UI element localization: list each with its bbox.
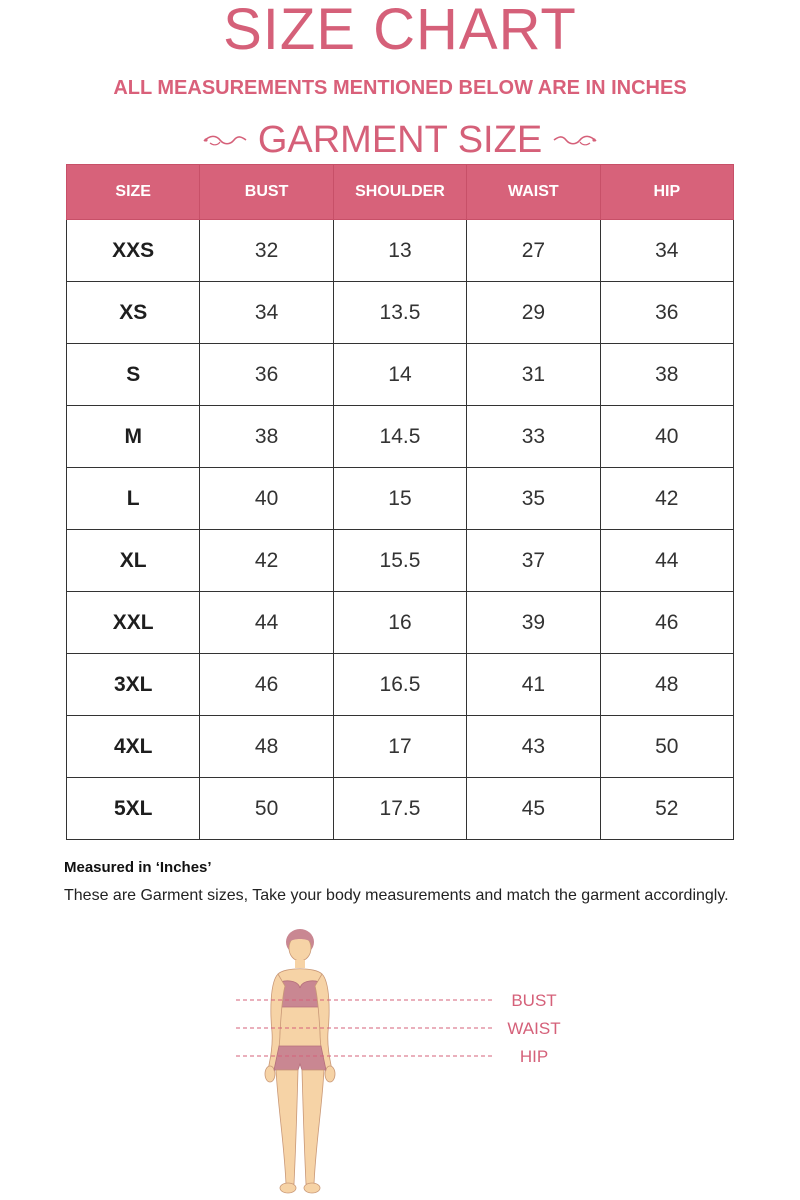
shoulder-cell: 17.5 [333, 778, 466, 840]
table-header-row [67, 165, 734, 220]
bust-cell: 46 [200, 654, 333, 716]
size-cell: 3XL [67, 654, 200, 716]
bust-cell: 36 [200, 344, 333, 406]
size-chart-table [66, 164, 734, 840]
hip-cell: 42 [600, 468, 733, 530]
size-cell: XXS [67, 220, 200, 282]
measured-label: Measured in ‘Inches’ [64, 859, 212, 876]
page-title: SIZE CHART [223, 0, 577, 62]
bust-cell: 40 [200, 468, 333, 530]
header-waist: WAIST [467, 165, 600, 220]
garment-note: These are Garment sizes, Take your body measurements and match the garment accordingly. [64, 887, 729, 904]
size-cell: 4XL [67, 716, 200, 778]
size-cell: M [67, 406, 200, 468]
table-row [67, 592, 734, 654]
bust-cell: 34 [200, 282, 333, 344]
table-row [67, 468, 734, 530]
hip-cell: 52 [600, 778, 733, 840]
waist-cell: 35 [467, 468, 600, 530]
waist-cell: 39 [467, 592, 600, 654]
size-cell: L [67, 468, 200, 530]
hip-cell: 34 [600, 220, 733, 282]
shoulder-cell: 17 [333, 716, 466, 778]
bust-cell: 38 [200, 406, 333, 468]
shoulder-cell: 15.5 [333, 530, 466, 592]
waist-cell: 41 [467, 654, 600, 716]
hip-cell: 40 [600, 406, 733, 468]
bust-label: BUST [511, 991, 557, 1010]
shoulder-cell: 16.5 [333, 654, 466, 716]
bust-cell: 48 [200, 716, 333, 778]
header-hip: HIP [600, 165, 733, 220]
bust-cell: 32 [200, 220, 333, 282]
size-cell: 5XL [67, 778, 200, 840]
measurement-unit-subtitle: ALL MEASUREMENTS MENTIONED BELOW ARE IN INCHES [113, 77, 687, 99]
hip-cell: 44 [600, 530, 733, 592]
waist-label: WAIST [507, 1019, 561, 1038]
header-shoulder: SHOULDER [333, 165, 466, 220]
header-bust: BUST [200, 165, 333, 220]
section-header [0, 118, 800, 162]
bust-cell: 42 [200, 530, 333, 592]
hip-cell: 50 [600, 716, 733, 778]
table-row [67, 220, 734, 282]
shoulder-cell: 15 [333, 468, 466, 530]
size-cell: S [67, 344, 200, 406]
waist-cell: 37 [467, 530, 600, 592]
shoulder-cell: 14.5 [333, 406, 466, 468]
hip-cell: 38 [600, 344, 733, 406]
waist-cell: 33 [467, 406, 600, 468]
table-row [67, 406, 734, 468]
hip-label: HIP [519, 1047, 549, 1066]
table-row [67, 344, 734, 406]
waist-cell: 29 [467, 282, 600, 344]
shoulder-cell: 13.5 [333, 282, 466, 344]
waist-cell: 45 [467, 778, 600, 840]
left-flourish-icon [202, 131, 248, 149]
table-row [67, 778, 734, 840]
hip-cell: 48 [600, 654, 733, 716]
bust-cell: 50 [200, 778, 333, 840]
hip-cell: 46 [600, 592, 733, 654]
waist-cell: 43 [467, 716, 600, 778]
size-cell: XXL [67, 592, 200, 654]
waist-cell: 31 [467, 344, 600, 406]
right-flourish-icon [552, 131, 598, 149]
bust-cell: 44 [200, 592, 333, 654]
shoulder-cell: 16 [333, 592, 466, 654]
table-row [67, 530, 734, 592]
section-title: GARMENT SIZE [257, 119, 543, 161]
header-size: SIZE [67, 165, 200, 220]
size-cell: XS [67, 282, 200, 344]
size-cell: XL [67, 530, 200, 592]
shoulder-cell: 14 [333, 344, 466, 406]
shoulder-cell: 13 [333, 220, 466, 282]
table-row [67, 282, 734, 344]
hip-cell: 36 [600, 282, 733, 344]
measurement-lines [236, 990, 496, 1070]
waist-cell: 27 [467, 220, 600, 282]
table-row [67, 716, 734, 778]
table-row [67, 654, 734, 716]
